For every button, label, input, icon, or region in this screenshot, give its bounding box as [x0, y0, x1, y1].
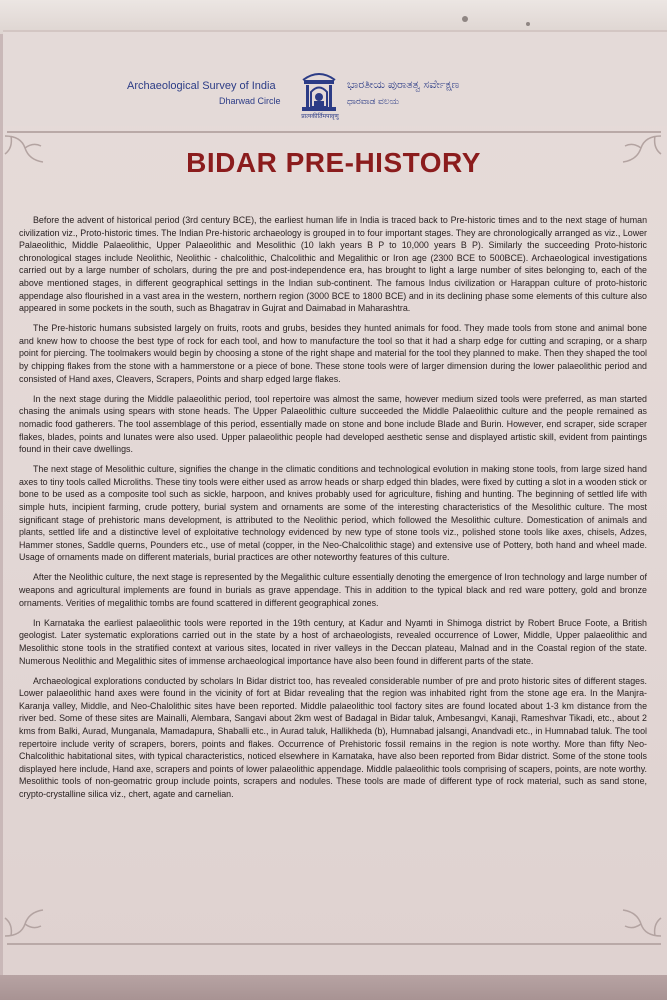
- circle-name-kannada: ಧಾರವಾಡ ವಲಯ: [347, 96, 400, 106]
- org-name-english: Archaeological Survey of India: [127, 80, 276, 92]
- corner-flourish-icon: [619, 904, 663, 940]
- body-text: [19, 214, 647, 808]
- paragraph: The next stage of Mesolithic culture, signifies the change in the climatic conditions and technological evolution in making stone tools, from large sized hand axes to tiny tools called Microliths. These tiny tools were either used as arrow heads or sharp edged thin blades, were fixed by cutting a slot in a wooden stick or bone to be used as a composite tool such as sickle, harpoon, and knives probably used for agriculture, fishing and hunting. The beginning of settled life with simple huts, incipient farming, crude pottery, burial system and ornaments are some of the interesting characteristics of the Mesolithic culture. The most significant stage of prehistoric mans development, is attributed to the Neolithic period, which followed the Mesolithic culture. Domestication of animals and plants, settled life and a distinctive level of exploitative technology evidenced by new type of stone tools viz., polished stone tools like axes, chisels, Adzes, Hammer stones, Saddle querns, Pounders etc., use of metal (copper, in the Neo-Chalcolithic stage) and extensive use of Pottery, both hand and wheel made. Usage of ornaments made on different materials, burial practices are other noteworthy features of this culture.: [19, 464, 647, 563]
- paragraph: The Pre-historic humans subsisted largely on fruits, roots and grubs, besides they hunted animals for food. They made tools from stone and animal bone and knew how to choose the best type of rock for each tool, and how to manufacture the tool so that it had a sharp edge for cutting and scraping, or a sharp point for piercing. The toolmakers would begin by choosing a stone of the right shape and material for the tool they planned to make. Then they shaped the tool by chipping flakes from the stone with a hammerstone or a piece of bone. These stone tools were of larger dimension during the lower palaeolithic period and consisted of Hand axes, Cleavers, Scrapers, Points and sharp edged large flakes.: [19, 323, 647, 384]
- wall-screw: [462, 16, 468, 22]
- asi-emblem-icon: [297, 66, 341, 114]
- paragraph: Before the advent of historical period (3rd century BCE), the earliest human life in India is traced back to Pre-historic times and to the next stage of human civilization viz., Proto-historic times. The Indian Pre-historic archaeology is grouped in to four important stages. They are chronologically arranged as viz., Lower Palaeolithic, Middle Palaeolithic, Upper Palaeolithic and Mesolithic (10 lakh years B P to 10,000 years B P). Similarly the succeeding Proto-historic chronological stages include Neolithic, Neolithic - chalcolithic, Chalcolithic and Megalithic or Iron age (2300 BCE to 500BCE). Archaeological investigations carried out by a large number of scholars, during the pre and post-independence era, has brought to light a large number of sites belonging to, each of the above mentioned stages, in different geographical settings in the Indian sub-continent. The famous Indus civilization or Harappan culture of proto-historic appendage also flourished in a vast area in the western, northern region (3000 BCE to 1800 BCE) and in its declining phase some elements of this culture also appeared in some pockets in the south, such as Bhagatrav in Gujrat and Daimabad in Maharashtra.: [19, 215, 647, 314]
- paragraph: In Karnataka the earliest palaeolithic tools were reported in the 19th century, at Kadur and Nyamti in Shimoga district by Robert Bruce Foote, a British geologist. Later systematic explorations carried out in the state by a host of archaeologists, revealed occurrence of Lower, Middle, Upper palaeolithic and Mesolithic stone tools in the stratified context at various sites, located in river valleys in the Deccan plateau, Malnad and in the Coastal region of the state. Numerous Neolithic and Megalithic sites of immense archaeological importance have also been found in different parts of the state.: [19, 617, 647, 666]
- page-title: BIDAR PRE-HISTORY: [186, 147, 481, 178]
- corner-flourish-icon: [3, 904, 47, 940]
- wall-screw: [526, 22, 530, 26]
- paragraph: Archaeological explorations conducted by scholars In Bidar district too, has revealed considerable number of pre and proto historic sites of different stages. Lower palaeolithic hand axes were found in the vicinity of fort at Bidar revealing that the region was inhabited right from the stone age era. In the Manjra-Karanja valley, Middle, and Neo-Chalolithic sites have been reported. Middle palaeolithic tool factory sites are found located about 1-3 km distance from the river bed. Some of these sites are Mainalli, Alembara, Sangavi about 2km west of Badagal in Bidar taluk, Ambesangvi, Kanaji, Rameshvar Tikadi, etc., about 2 kms from Balki, Aurad, Munganala, Mamadapura, Shaballi etc., in Aurad taluk, Hallikheda (b), Humnabad jalsangi, Anandvadi etc., in Humnabad taluk. The tool repertoire include verity of scrapers, borers, points and flakes. Occurrence of Prehistoric fossil remains in the region is note worthy. More than fifty Neo-Chalcolithic habitational sites, with typical characteristics, noticed elsewhere in Karnataka, have also been reported from Bidar district. Some of the stone tools displayed here include, Hand axe, scrapers and points of lower palaeolithic appendage. Middle palaeolithic tools comprising of scapers, points, are note worthy. Mesolithic tools of non-geomatric group include points, scrapers and nodules. These tools are made of different type of rock material, such as sand stone, crypto-crystalline silica viz., chert, agate and carnelian.: [19, 675, 647, 799]
- paragraph: In the next stage during the Middle palaeolithic period, tool repertoire was almost the same, however medium sized tools were preferred, as man started chasing the animals using spears with stone heads. The Upper Palaeolithic culture succeeded the Middle Palaeolithic culture and the people remained as nomadic food gatherers. The tool assemblage of this period, essentially made on stone and bone include Blade and Burin. However, end scraper, side scraper flakes, blades, points and lunates were also used. Upper palaeolithic people had developed aesthetic sense and displayed artistic skill, evident from paintings found in their cave dwellings.: [19, 393, 647, 455]
- paragraph: After the Neolithic culture, the next stage is represented by the Megalithic culture essentially denoting the emergence of Iron technology and large number of weapons and agricultural implements are found in burials as grave appendage. This in addition to the typical black and red ware pottery, gold and bronze ornaments. Verities of megalithic tombs are found scattered in different geographical zones.: [19, 572, 647, 608]
- circle-name-english: Dharwad Circle: [219, 96, 281, 106]
- logo-motto: प्रात्नकीर्तिमपावृणु: [301, 114, 339, 120]
- board-header: [3, 32, 667, 126]
- wall-top: [0, 0, 667, 34]
- wall-bottom: [0, 975, 667, 1000]
- org-name-kannada: ಭಾರತೀಯ ಪುರಾತತ್ವ ಸರ್ವೇಕ್ಷಣ: [347, 79, 460, 91]
